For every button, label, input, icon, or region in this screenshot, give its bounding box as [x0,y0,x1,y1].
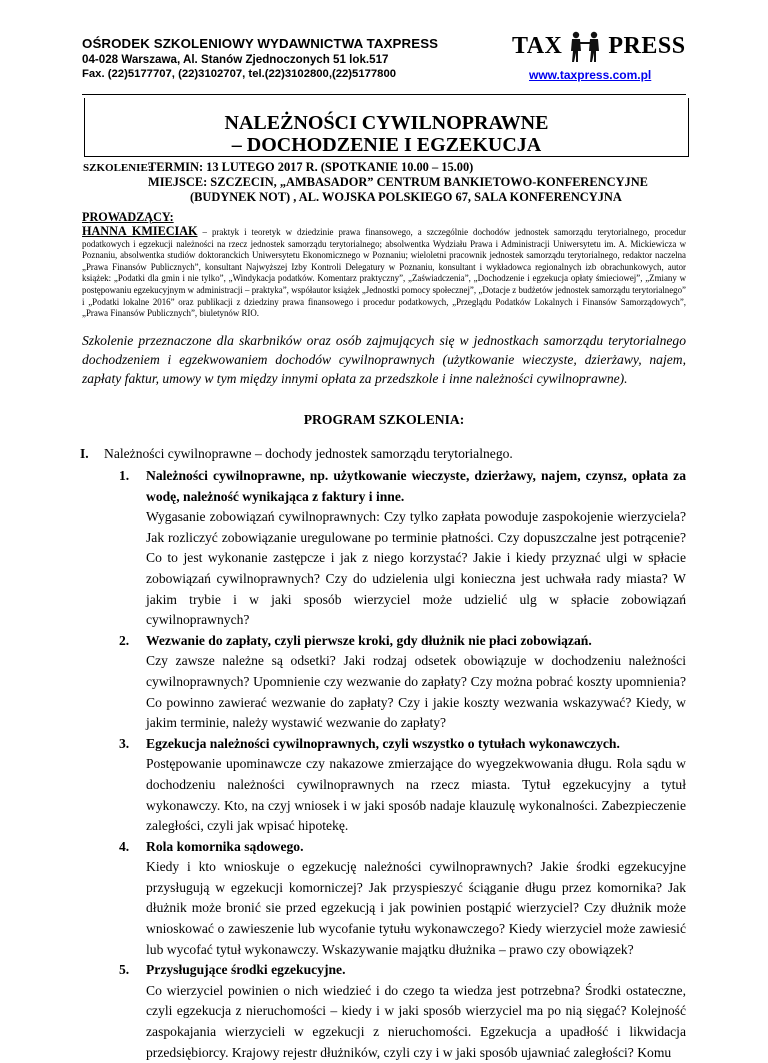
title-box [84,98,689,157]
program-item-body: Wygasanie zobowiązań cywilnoprawnych: Czy tylko zapłata powoduje zaspokojenie wierzyciela? Jak rozliczyć zobowiązanie uregulowane po terminie płatności. Czy dopuszczalne jest potrącenie? Co to jest wykonanie zastępcze i jak z niego korzystać? Jakie i kiedy przyznać ulgi w spłacie zobowiązań cywilnoprawnych? Czy do udzielenia ulgi konieczna jest uchwała rady miasta? W jakim trybie i w jaki sposób wierzyciel może udzielić ulg w spłacie zobowiązań cywilnoprawnych? [146,509,686,628]
training-date: TERMIN: 13 LUTEGO 2017 R. (SPOTKANIE 10.00 – 15.00) [148,160,474,174]
training-details [148,160,648,205]
publisher-header [82,36,502,80]
logo-text-right: PRESS [608,32,686,59]
logo-figures-icon [565,29,605,63]
program-item [119,734,686,837]
program-list [119,466,686,1063]
training-place-detail: (BUDYNEK NOT) , AL. WOJSKA POLSKIEGO 67, SALA KONFERENCYJNA [190,190,622,204]
program-item-body: Kiedy i kto wnioskuje o egzekucję należności cywilnoprawnych? Jakie środki egzekucyjne przysługują w egzekucji komorniczej? Jak przyspieszyć ściąganie długu przez komornika? Jak dłużnik może bronić sie przed egzekucją i jak powinien postąpić wierzyciel? Czy dłużnik może wnioskować o zawieszenie lub wycofanie tytułu wykonawczego? Kiedy wierzyciel może zawiesić lub wycofać tytuł wykonawczy. Wskazywanie majątku dłużnika – prawo czy obowiązek? [146,859,686,957]
logo-text-left: TAX [512,32,563,59]
org-address: 04-028 Warszawa, Al. Stanów Zjednoczonych 51 lok.517 [82,53,389,66]
presenter-description: – praktyk i teoretyk w dziedzinie prawa finansowego, a szczególnie dochodów jednostek samorządu terytorialnego, procedur podatkowych i egzekucji należności na rzecz jednostek samorządu terytorialnego; absolwentka Wydziału Prawa i Administracji Uniwersytetu im. A. Mickiewicza w Poznaniu, absolwentka studiów doktoranckich Uniwersytetu Ekonomicznego w Poznaniu; wieloletni pracownik jednostek samorządu terytorialnego, redaktor naczelna „Prawa Finansów Publicznych”, konsultant Najwyższej Izby Kontroli Delegatury w Poznaniu, konsultant i wykładowca regionalnych izb obrachunkowych, autor książek: „Podatki dla gmin i nie tylko”, „Windykacja podatków. Komentarz praktyczny”, „Zaświadczenia”, „Dochodzenie i egzekucja opłaty śmieciowej”, „Zmiany w postępowaniu egzekucyjnym w administracji – praktyka”, współautor książek „Jednostki pomocy społecznej”, „Dotacje z budżetów jednostek samorządu terytorialnego” i „Podatki lokalne 2016” oraz publikacji z dziedziny prawa finansowego i procedur podatkowych, „Przeglądu Podatków Lokalnych i Finansów Samorządowych”, „Prawa Finansów Publicznych”, biuletynów RIO. [82,227,687,319]
section-title: Należności cywilnoprawne – dochody jednostek samorządu terytorialnego. [104,446,513,461]
program-item-number: 1. [119,468,130,483]
program-item [119,631,686,734]
program-item-body: Co wierzyciel powinien o nich wiedzieć i do czego ta wiedza jest potrzebna? Środki ostateczne, czyli egzekucja z nieruchomości – kiedy i w jaki sposób wierzyciel ma po nią sięgać? Kolejność zaspokajania wierzycieli w egzekucji z nieruchomości. Egzekucja a upadłość i likwidacja przedsiębiorcy. Krajowy rejestr dłużników, czyli czy i w jaki sposób ujawniać zaległości? Komu [146,982,686,1060]
taxpress-logo [512,28,687,64]
header-divider [82,94,686,95]
program-item [119,960,686,1063]
program-item-number: 4. [119,838,130,854]
program-item [119,837,686,961]
presenter-label: PROWADZĄCY: [82,210,174,224]
program-item-title: Rola komornika sądowego. [146,838,304,854]
program-item-title: Należności cywilnoprawne, np. użytkowanie wieczyste, dzierżawy, najem, czynsz, opłata za wodę, należność wynikająca z faktury i inne. [146,468,686,504]
page-subtitle: – DOCHODZENIE I EGZEKUCJA [231,134,542,156]
program-item-title: Przysługujące środki egzekucyjne. [146,962,346,978]
presenter-bio [82,226,686,320]
program-heading: PROGRAM SZKOLENIA: [303,412,465,427]
org-name: OŚRODEK SZKOLENIOWY WYDAWNICTWA TAXPRESS [82,36,439,51]
page-title: NALEŻNOŚCI CYWILNOPRAWNE [224,112,549,134]
program-item [119,466,686,631]
training-place: MIEJSCE: SZCZECIN, „AMBASADOR” CENTRUM BANKIETOWO-KONFERENCYJNE [148,175,648,189]
program-item-body: Czy zawsze należne są odsetki? Jaki rodzaj odsetek obowiązuje w dochodzeniu należności cywilnoprawnych? Upomnienie czy wezwanie do zapłaty? Czy można pobrać koszty upomnienia? Co powinno zawierać wezwanie do zapłaty? Czy i jakie koszty wezwania wskazywać? Kiedy, w jakim terminie, należy wystawić wezwanie do zapłaty? [146,653,686,731]
program-item-title: Egzekucja należności cywilnoprawnych, czyli wszystko o tytułach wykonawczych. [146,735,620,751]
program-item-title: Wezwanie do zapłaty, czyli pierwsze kroki, gdy dłużnik nie płaci zobowiązań. [146,632,592,648]
training-label: SZKOLENIE: [83,162,152,174]
org-contact: Fax. (22)5177707, (22)3102707, tel.(22)3102800,(22)5177800 [82,68,397,80]
presenter-name: HANNA KMIECIAK [82,224,198,238]
program-item-number: 2. [119,632,130,648]
program-item-number: 5. [119,962,130,978]
program-item-number: 3. [119,735,130,751]
section-number: I. [80,446,89,461]
website-link[interactable]: www.taxpress.com.pl [529,68,652,82]
training-intro: Szkolenie przeznaczone dla skarbników oraz osób zajmujących się w jednostkach samorządu terytorialnego dochodzeniem i egzekwowaniem dochodów cywilnoprawnych (użytkowanie wieczyste, dzierżawy, najem, zapłaty faktur, umowy w tym między innymi opłata za przedszkole i inne należności cywilnoprawne). [82,333,686,387]
program-item-body: Postępowanie upominawcze czy nakazowe zmierzające do wyegzekwowania długu. Rola sądu w dochodzeniu należności cywilnoprawnych na rzecz miasta. Tytuł egzekucyjny a tytuł wykonawczy. Kto, na czyj wniosek i w jaki sposób nadaje klauzulę wykonalności. Zabezpieczenie zaległości, czyli jak wpisać hipotekę. [146,756,686,834]
